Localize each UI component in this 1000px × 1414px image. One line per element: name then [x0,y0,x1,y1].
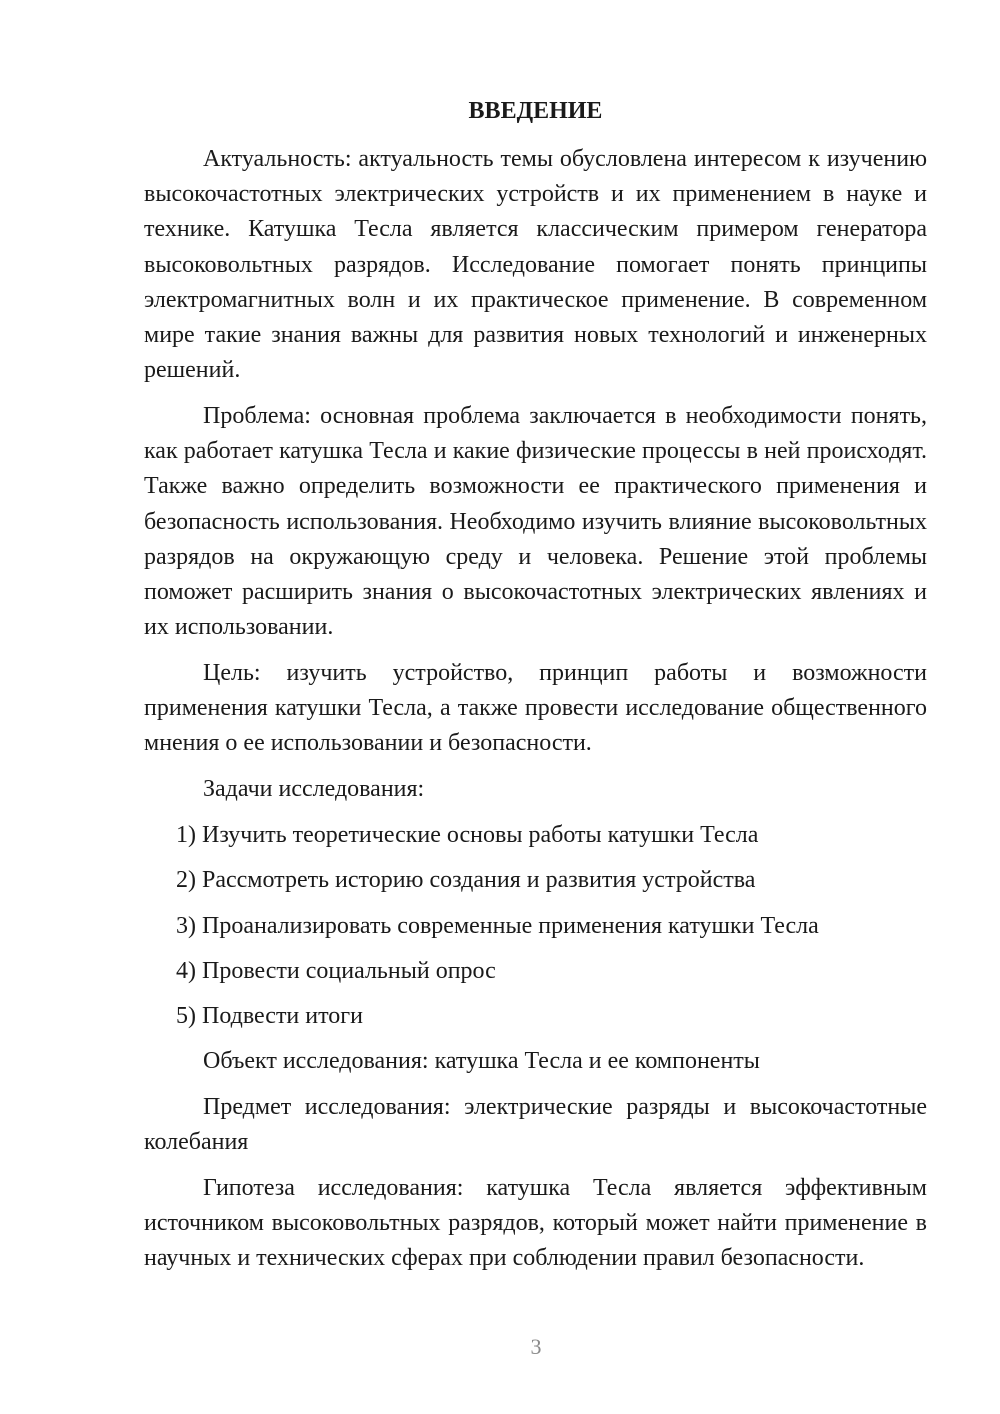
task-item: 2) Рассмотреть историю создания и развития устройства [176,867,756,893]
task-item: 4) Провести социальный опрос [176,958,496,984]
paragraph-hypothesis: Гипотеза исследования: катушка Тесла является эффективным источником высоковольтных разрядов, который может найти применение в научных и технических сферах при соблюдении правил безопасности. [144,1175,927,1272]
task-item: 3) Проанализировать современные применения катушки Тесла [176,913,819,939]
page-number: 3 [530,1334,542,1359]
task-item: 1) Изучить теоретические основы работы катушки Тесла [176,822,759,848]
paragraph-object: Объект исследования: катушка Тесла и ее компоненты [203,1048,760,1074]
paragraph-subject: Предмет исследования: электрические разряды и высокочастотные колебания [144,1094,927,1156]
paragraph-goal: Цель: изучить устройство, принцип работы и возможности применения катушки Тесла, а также провести исследование общественного мнения о ее использовании и безопасности. [144,660,927,757]
paragraph-relevance: Актуальность: актуальность темы обусловлена интересом к изучению высокочастотных электрических устройств и их применением в науке и технике. Катушка Тесла является классическим примером генератора высоковольтных разрядов. Исследование помогает понять принципы электромагнитных волн и их практическое применение. В современном мире такие знания важны для развития новых технологий и инженерных решений. [144,146,927,384]
paragraph-problem: Проблема: основная проблема заключается в необходимости понять, как работает катушка Тесла и какие физические процессы в ней происходят. Также важно определить возможности ее практического применения и безопасность использования. Необходимо изучить влияние высоковольтных разрядов на окружающую среду и человека. Решение этой проблемы поможет расширить знания о высокочастотных электрических явлениях и их использовании. [144,403,927,641]
tasks-heading: Задачи исследования: [203,776,425,802]
task-item: 5) Подвести итоги [176,1003,363,1029]
page-title: ВВЕДЕНИЕ [468,98,603,124]
